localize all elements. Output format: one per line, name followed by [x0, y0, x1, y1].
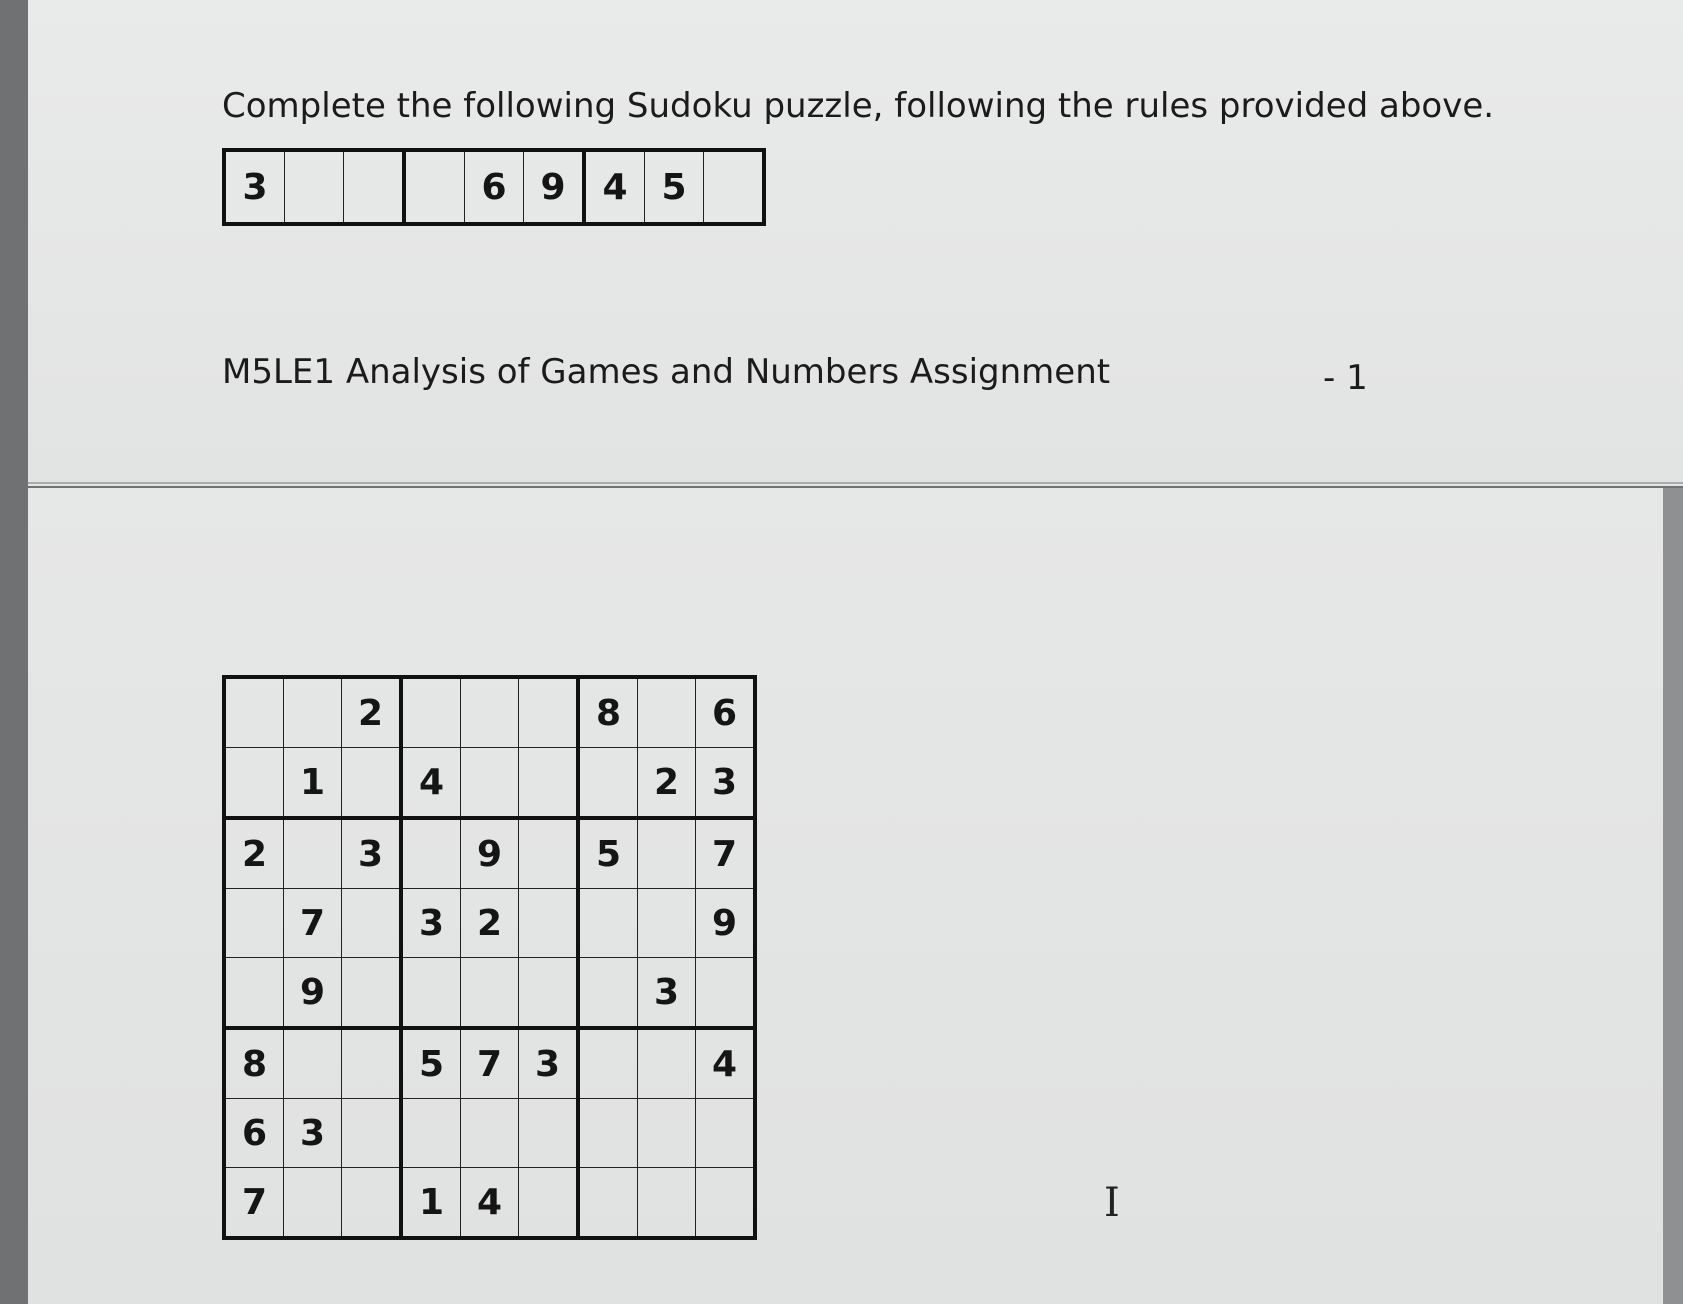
sudoku-cell[interactable]: [342, 748, 402, 819]
sudoku-row: [224, 1099, 755, 1168]
sudoku-cell[interactable]: [638, 1099, 696, 1168]
strip-cell[interactable]: 4: [584, 150, 645, 224]
sudoku-cell[interactable]: 8: [578, 677, 638, 748]
sudoku-cell[interactable]: 2: [461, 889, 519, 958]
sudoku-cell[interactable]: [224, 889, 284, 958]
sudoku-cell[interactable]: [519, 958, 579, 1029]
sudoku-cell[interactable]: 7: [284, 889, 342, 958]
sudoku-cell[interactable]: 2: [638, 748, 696, 819]
sudoku-cell[interactable]: [461, 958, 519, 1029]
sudoku-cell[interactable]: [519, 677, 579, 748]
sudoku-row: [224, 889, 755, 958]
sudoku-cell[interactable]: 3: [401, 889, 461, 958]
sudoku-cell[interactable]: [696, 1099, 756, 1168]
sudoku-cell[interactable]: [638, 818, 696, 889]
strip-cell[interactable]: [404, 150, 465, 224]
sudoku-cell[interactable]: [342, 958, 402, 1029]
strip-cell[interactable]: [704, 150, 765, 224]
sudoku-row: [224, 818, 755, 889]
sudoku-grid: [222, 675, 757, 1240]
sudoku-row: [224, 677, 755, 748]
sudoku-cell[interactable]: [578, 889, 638, 958]
sudoku-cell[interactable]: 7: [461, 1028, 519, 1099]
sudoku-row: [224, 748, 755, 819]
scroll-edge: [1663, 488, 1683, 1304]
sudoku-cell[interactable]: [696, 1168, 756, 1239]
sudoku-cell[interactable]: 1: [401, 1168, 461, 1239]
sudoku-cell[interactable]: [342, 1028, 402, 1099]
instruction-text: Complete the following Sudoku puzzle, following the rules provided above.: [222, 86, 1495, 126]
sudoku-cell[interactable]: [401, 677, 461, 748]
sudoku-cell[interactable]: [519, 748, 579, 819]
sudoku-cell[interactable]: [342, 1168, 402, 1239]
sudoku-cell[interactable]: [342, 889, 402, 958]
sudoku-cell[interactable]: 9: [284, 958, 342, 1029]
sudoku-cell[interactable]: [224, 677, 284, 748]
strip-cell[interactable]: 9: [524, 150, 585, 224]
sudoku-cell[interactable]: 3: [638, 958, 696, 1029]
sudoku-cell[interactable]: [224, 748, 284, 819]
sudoku-cell[interactable]: [578, 1168, 638, 1239]
sudoku-cell[interactable]: 3: [519, 1028, 579, 1099]
page-top: [28, 0, 1683, 486]
sudoku-cell[interactable]: [519, 889, 579, 958]
sudoku-cell[interactable]: [519, 818, 579, 889]
sudoku-cell[interactable]: [578, 958, 638, 1029]
strip-cell[interactable]: 3: [224, 150, 285, 224]
sudoku-cell[interactable]: [461, 748, 519, 819]
sudoku-cell[interactable]: 7: [696, 818, 756, 889]
sudoku-cell[interactable]: 3: [696, 748, 756, 819]
sudoku-cell[interactable]: 9: [696, 889, 756, 958]
sudoku-cell[interactable]: [284, 818, 342, 889]
strip-cell[interactable]: [285, 150, 344, 224]
sudoku-cell[interactable]: 7: [224, 1168, 284, 1239]
sudoku-cell[interactable]: [284, 677, 342, 748]
sudoku-cell[interactable]: 2: [224, 818, 284, 889]
sudoku-cell[interactable]: 2: [342, 677, 402, 748]
strip-cell[interactable]: 5: [645, 150, 704, 224]
sudoku-cell[interactable]: 4: [401, 748, 461, 819]
sudoku-cell[interactable]: [461, 1099, 519, 1168]
sudoku-cell[interactable]: 3: [284, 1099, 342, 1168]
sudoku-cell[interactable]: 9: [461, 818, 519, 889]
sudoku-cell[interactable]: [578, 748, 638, 819]
sudoku-cell[interactable]: 4: [696, 1028, 756, 1099]
sudoku-cell[interactable]: [401, 958, 461, 1029]
sudoku-cell[interactable]: [342, 1099, 402, 1168]
sudoku-cell[interactable]: [578, 1028, 638, 1099]
sudoku-cell[interactable]: [401, 1099, 461, 1168]
sudoku-cell[interactable]: 1: [284, 748, 342, 819]
page-number: - 1: [1323, 358, 1368, 398]
sudoku-cell[interactable]: [696, 958, 756, 1029]
sudoku-cell[interactable]: [638, 1168, 696, 1239]
footer-title: M5LE1 Analysis of Games and Numbers Assignment: [222, 352, 1111, 392]
sudoku-cell[interactable]: 8: [224, 1028, 284, 1099]
row-strip: [222, 148, 766, 226]
sudoku-cell[interactable]: 3: [342, 818, 402, 889]
sudoku-cell[interactable]: [284, 1028, 342, 1099]
sudoku-cell[interactable]: 4: [461, 1168, 519, 1239]
sudoku-cell[interactable]: [519, 1168, 579, 1239]
strip-cell[interactable]: 6: [465, 150, 524, 224]
sudoku-cell[interactable]: 6: [224, 1099, 284, 1168]
sudoku-cell[interactable]: [401, 818, 461, 889]
sudoku-cell[interactable]: [519, 1099, 579, 1168]
sudoku-cell[interactable]: [224, 958, 284, 1029]
sudoku-cell[interactable]: [461, 677, 519, 748]
strip-cell[interactable]: [344, 150, 405, 224]
sudoku-row: [224, 1028, 755, 1099]
sudoku-cell[interactable]: [284, 1168, 342, 1239]
sudoku-row: [224, 1168, 755, 1239]
sudoku-cell[interactable]: 5: [401, 1028, 461, 1099]
sudoku-cell[interactable]: 6: [696, 677, 756, 748]
page-divider: [28, 482, 1683, 484]
sudoku-cell[interactable]: [638, 889, 696, 958]
sudoku-cell[interactable]: [638, 1028, 696, 1099]
sudoku-cell[interactable]: 5: [578, 818, 638, 889]
sudoku-cell[interactable]: [638, 677, 696, 748]
text-cursor-icon: I: [1104, 1180, 1120, 1226]
sudoku-cell[interactable]: [578, 1099, 638, 1168]
sudoku-row: [224, 958, 755, 1029]
